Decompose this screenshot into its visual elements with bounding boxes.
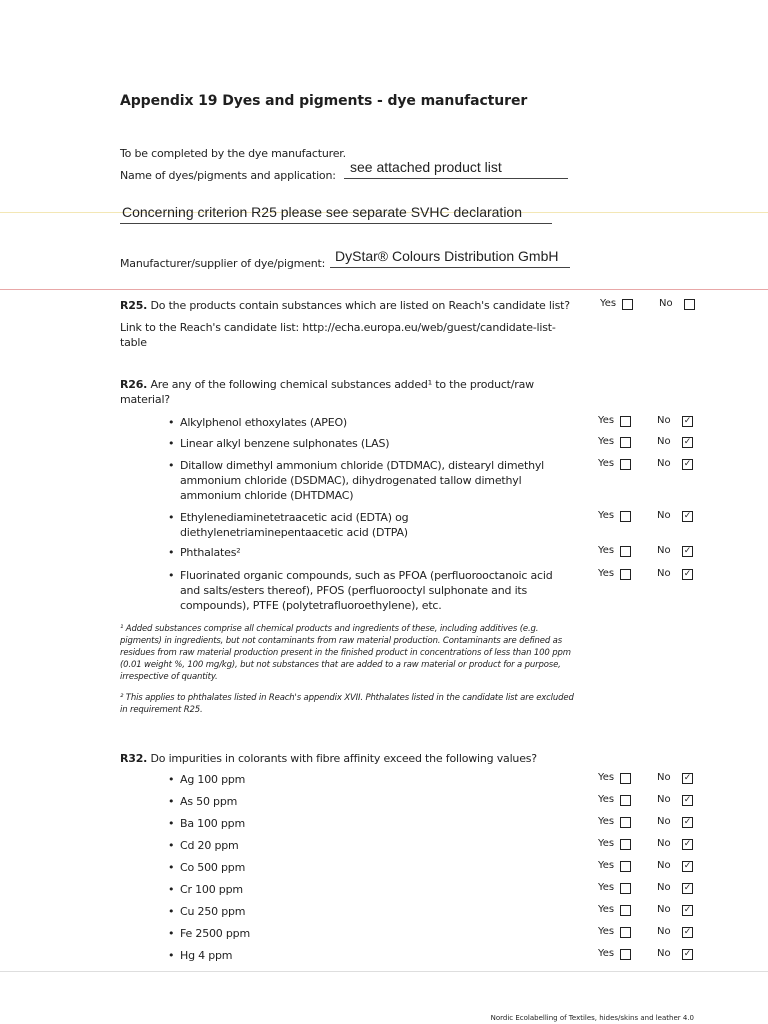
r26-item [168,415,573,430]
yes-label: Yes [598,772,615,783]
r32-yes-checkbox[interactable] [620,773,631,784]
no-label: No [659,298,673,309]
r32-item [168,772,573,787]
yes-label: Yes [598,436,615,447]
r26-yes-checkbox[interactable] [620,459,631,470]
bullet-icon: • [168,905,175,918]
svhc-declaration-note: Concerning criterion R25 please see separate SVHC declaration [120,204,552,224]
yes-label: Yes [598,568,615,579]
r32-yes-checkbox[interactable] [620,949,631,960]
r26-no-checkbox[interactable]: ✓ [683,569,692,579]
no-label: No [657,838,671,849]
r32-no-checkbox[interactable]: ✓ [683,817,692,827]
r25-yes-checkbox[interactable] [622,299,633,310]
r32-number: R32. [120,752,148,765]
intro-text: To be completed by the dye manufacturer. [120,147,346,160]
supplier-field[interactable]: DyStar® Colours Distribution GmbH [330,248,570,268]
yes-label: Yes [598,838,615,849]
yes-label: Yes [598,882,615,893]
no-label: No [657,794,671,805]
r32-no-checkbox[interactable]: ✓ [683,773,692,783]
r25-number: R25. [120,299,148,312]
r26-question-text: Are any of the following chemical substances added¹ to the product/raw material? [120,378,534,406]
r32-item [168,816,573,831]
bullet-icon: • [168,546,175,559]
r26-item-text: Fluorinated organic compounds, such as PFOA (perfluorooctanoic acid and salts/esters thereof), PFOS (perfluorooctyl sulphonate and its compounds), PTFE (polytetrafluoroethylene), etc. [180,569,553,612]
no-label: No [657,904,671,915]
no-label: No [657,415,671,426]
r32-item [168,882,573,897]
r25-question-text: Do the products contain substances which are listed on Reach's candidate list? [150,299,570,312]
r26-yes-checkbox[interactable] [620,416,631,427]
r26-yes-checkbox[interactable] [620,511,631,522]
r25-question [120,298,575,313]
divider-red [0,289,768,290]
r32-question [120,751,575,766]
r32-no-checkbox[interactable]: ✓ [683,905,692,915]
r32-item-text: Cr 100 ppm [180,883,243,896]
r32-no-checkbox[interactable]: ✓ [683,883,692,893]
r32-no-checkbox[interactable]: ✓ [683,949,692,959]
yes-label: Yes [598,860,615,871]
bullet-icon: • [168,949,175,962]
r32-no-checkbox[interactable]: ✓ [683,927,692,937]
yes-label: Yes [598,510,615,521]
r26-item-text: Alkylphenol ethoxylates (APEO) [180,416,348,429]
bullet-icon: • [168,416,175,429]
name-field[interactable]: see attached product list [344,159,568,179]
page-title: Appendix 19 Dyes and pigments - dye manufacturer [120,93,528,109]
yes-label: Yes [598,794,615,805]
no-label: No [657,545,671,556]
r26-question [120,377,575,407]
r32-item-text: Ba 100 ppm [180,817,245,830]
bullet-icon: • [168,569,175,582]
no-label: No [657,860,671,871]
r25-no-checkbox[interactable] [684,299,695,310]
bullet-icon: • [168,511,175,524]
r32-item [168,948,573,963]
no-label: No [657,926,671,937]
bullet-icon: • [168,927,175,940]
r32-item-text: As 50 ppm [180,795,238,808]
r26-no-checkbox[interactable]: ✓ [683,416,692,426]
r26-yes-checkbox[interactable] [620,546,631,557]
r26-item [168,568,573,613]
yes-label: Yes [600,298,617,309]
r32-item-text: Hg 4 ppm [180,949,233,962]
bullet-icon: • [168,883,175,896]
r32-yes-checkbox[interactable] [620,861,631,872]
r32-item [168,926,573,941]
no-label: No [657,948,671,959]
bullet-icon: • [168,839,175,852]
r26-yes-checkbox[interactable] [620,569,631,580]
no-label: No [657,882,671,893]
bullet-icon: • [168,459,175,472]
no-label: No [657,772,671,783]
name-label: Name of dyes/pigments and application: [120,169,336,182]
r26-yes-checkbox[interactable] [620,437,631,448]
r32-no-checkbox[interactable]: ✓ [683,795,692,805]
r32-yes-checkbox[interactable] [620,927,631,938]
supplier-label: Manufacturer/supplier of dye/pigment: [120,257,326,270]
r32-item-text: Cu 250 ppm [180,905,246,918]
r32-item-text: Fe 2500 ppm [180,927,250,940]
r32-yes-checkbox[interactable] [620,883,631,894]
r26-number: R26. [120,378,148,391]
no-label: No [657,568,671,579]
bullet-icon: • [168,817,175,830]
bullet-icon: • [168,795,175,808]
r26-item [168,545,573,560]
bullet-icon: • [168,861,175,874]
r32-yes-checkbox[interactable] [620,905,631,916]
r26-item-text: Linear alkyl benzene sulphonates (LAS) [180,437,390,450]
r32-item-text: Cd 20 ppm [180,839,239,852]
footer-text: Nordic Ecolabelling of Textiles, hides/skins and leather 4.0 [490,1014,694,1022]
r25-link-text: Link to the Reach's candidate list: http://echa.europa.eu/web/guest/candidate-list-table [120,321,556,349]
footnote-2: ² This applies to phthalates listed in Reach's appendix XVII. Phthalates listed in the candidate list are excluded in requirement R25. [120,693,574,715]
yes-label: Yes [598,545,615,556]
r26-no-checkbox[interactable]: ✓ [683,511,692,521]
r26-item [168,510,573,540]
r26-item-text: Phthalates² [180,546,241,559]
no-label: No [657,510,671,521]
yes-label: Yes [598,415,615,426]
r32-item [168,838,573,853]
divider-bottom [0,971,768,972]
r32-no-checkbox[interactable]: ✓ [683,839,692,849]
r32-question-text: Do impurities in colorants with fibre affinity exceed the following values? [150,752,537,765]
r32-item [168,904,573,919]
no-label: No [657,816,671,827]
yes-label: Yes [598,926,615,937]
yes-label: Yes [598,816,615,827]
r26-item [168,458,573,503]
yes-label: Yes [598,904,615,915]
bullet-icon: • [168,773,175,786]
r32-item-text: Co 500 ppm [180,861,246,874]
no-label: No [657,436,671,447]
r32-no-checkbox[interactable]: ✓ [683,861,692,871]
no-label: No [657,458,671,469]
r32-yes-checkbox[interactable] [620,817,631,828]
r26-no-checkbox[interactable]: ✓ [683,459,692,469]
bullet-icon: • [168,437,175,450]
r26-no-checkbox[interactable]: ✓ [683,437,692,447]
r32-yes-checkbox[interactable] [620,839,631,850]
footnote-1: ¹ Added substances comprise all chemical products and ingredients of these, including additives (e.g. pigments) in ingredients, but not contaminants from raw material production. Contaminants are defined as residues from raw material production present in the finished product in concentrations of less than 100 ppm (0.01 weight %, 100 mg/kg), but not substances that are added to a raw material or product for a purpose, irrespective of quantity. [120,624,571,682]
r26-no-checkbox[interactable]: ✓ [683,546,692,556]
r32-yes-checkbox[interactable] [620,795,631,806]
r32-item-text: Ag 100 ppm [180,773,246,786]
r32-item [168,860,573,875]
yes-label: Yes [598,948,615,959]
r26-item [168,436,573,451]
r26-item-text: Ethylenediaminetetraacetic acid (EDTA) og diethylenetriaminepentaacetic acid (DTPA) [180,511,409,539]
r26-item-text: Ditallow dimethyl ammonium chloride (DTDMAC), distearyl dimethyl ammonium chloride (DSDMAC), dihydrogenated tallow dimethyl ammonium chloride (DHTDMAC) [180,459,545,502]
yes-label: Yes [598,458,615,469]
r32-item [168,794,573,809]
